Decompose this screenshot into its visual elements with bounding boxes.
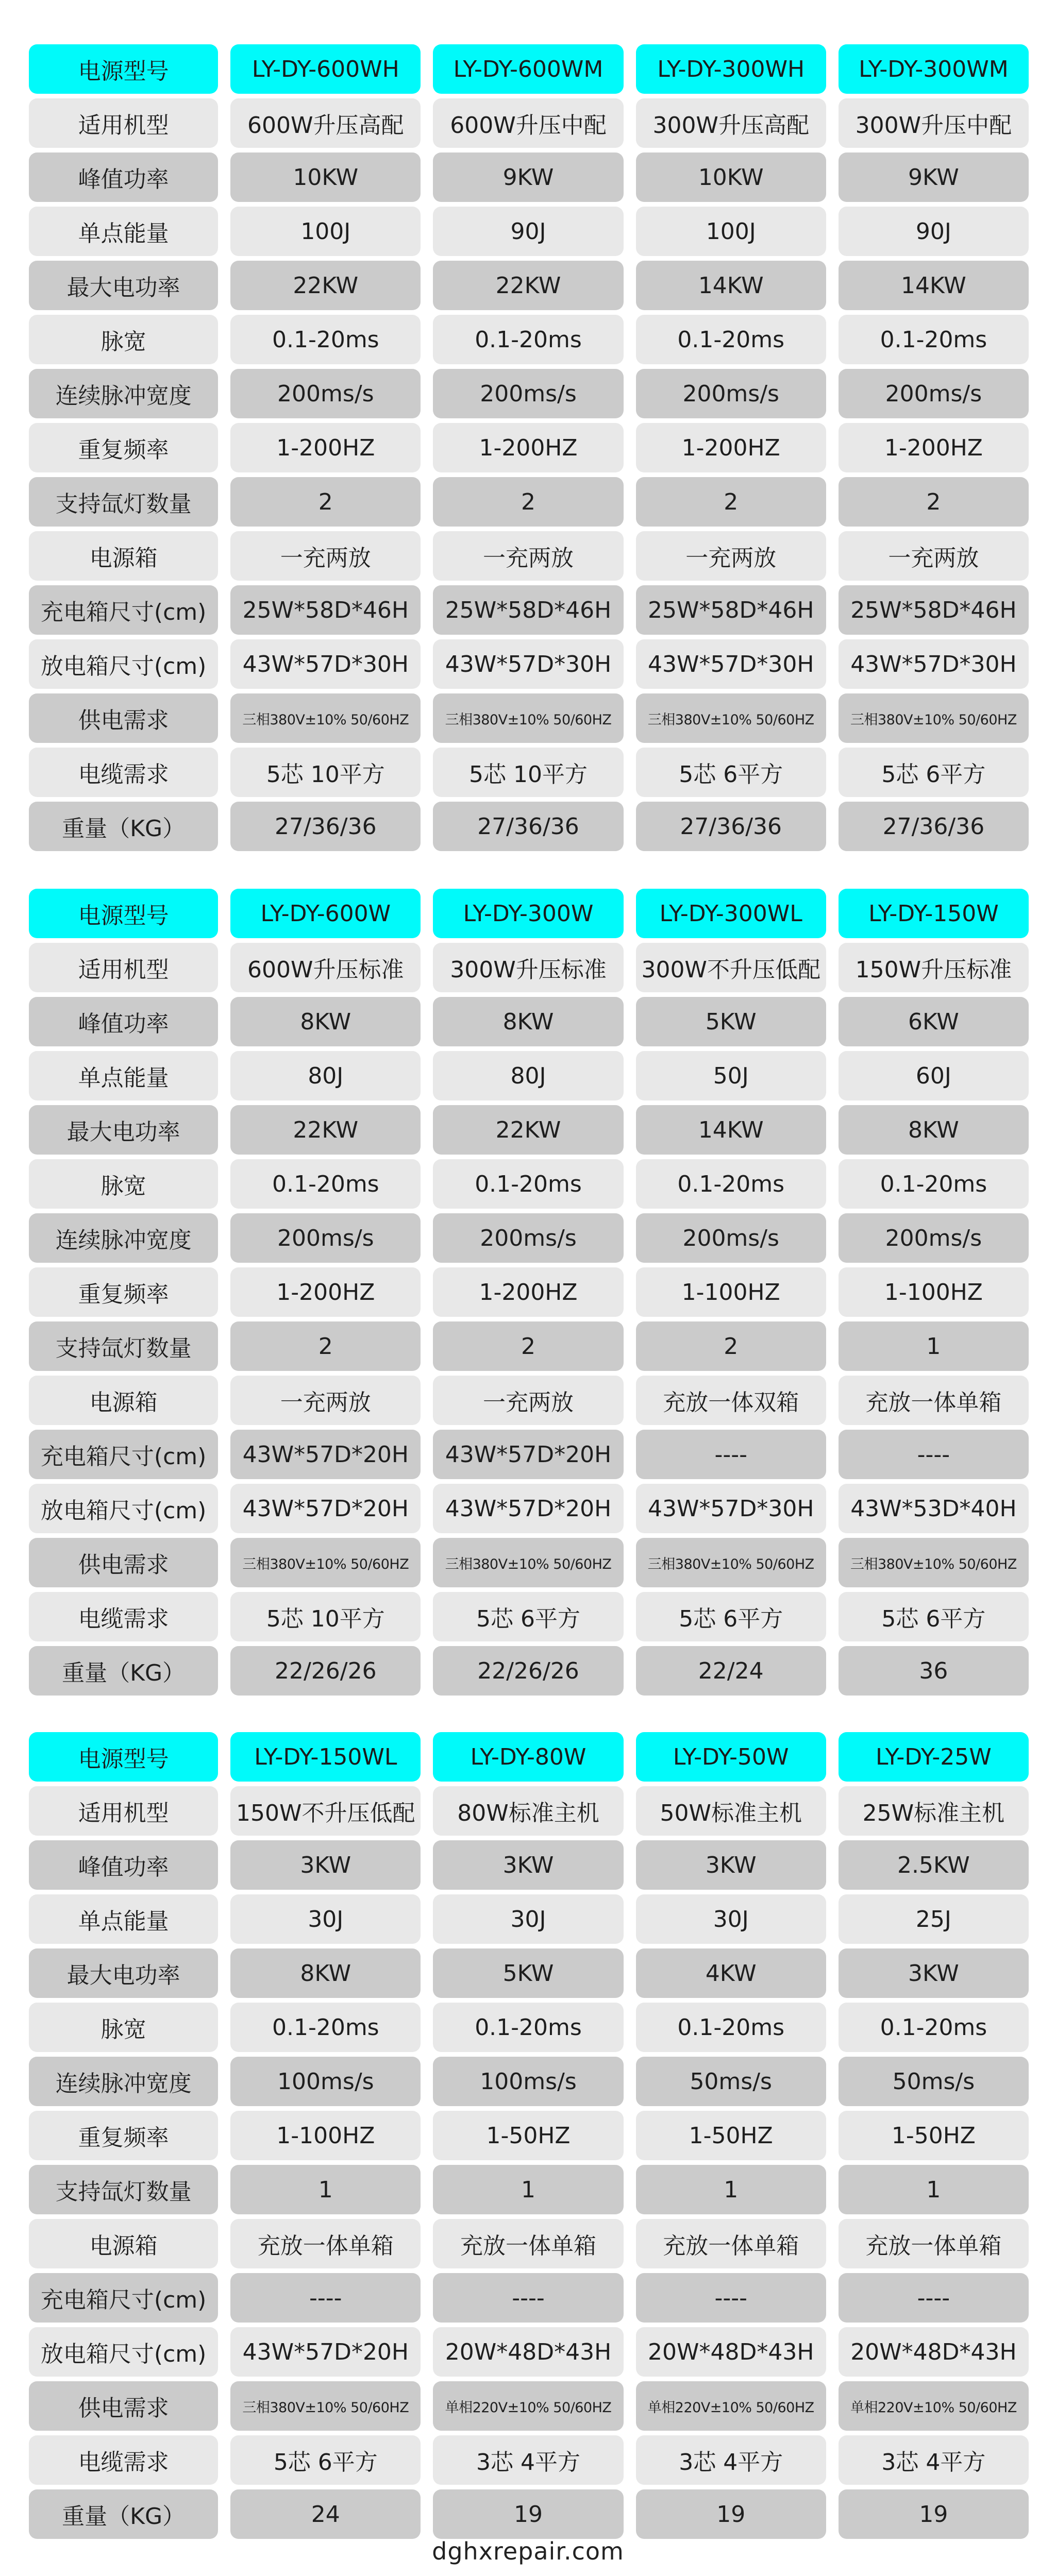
spec-value: 20W*48D*43H: [839, 2327, 1029, 2377]
spec-value: 充放一体单箱: [839, 2219, 1029, 2268]
row-label: 连续脉冲宽度: [29, 2057, 218, 2106]
row-label: 重量（KG）: [29, 1646, 218, 1696]
spec-value: 单相220V±10% 50/60HZ: [433, 2381, 623, 2431]
spec-value: 25W*58D*46H: [230, 585, 421, 635]
spec-value: 24: [230, 2489, 421, 2539]
spec-value: 1: [636, 2165, 826, 2214]
table-row: [29, 1948, 1029, 1998]
table-row: [29, 207, 1029, 256]
spec-value: 30J: [230, 1894, 421, 1944]
spec-value: 一充两放: [433, 531, 623, 581]
table-header-row: [29, 1732, 1029, 1782]
spec-value: 1-50HZ: [636, 2111, 826, 2160]
table-row: [29, 2381, 1029, 2431]
row-label: 最大电功率: [29, 261, 218, 310]
spec-value: 一充两放: [636, 531, 826, 581]
spec-value: 200ms/s: [433, 1213, 623, 1263]
header-label: 电源型号: [29, 1732, 218, 1782]
model-name: LY-DY-300W: [433, 889, 623, 938]
spec-table-3: [29, 1732, 1029, 2544]
spec-value: 60J: [839, 1051, 1029, 1100]
spec-value: 43W*53D*40H: [839, 1484, 1029, 1533]
spec-value: 2: [433, 477, 623, 527]
spec-value: 2: [230, 477, 421, 527]
spec-value: 14KW: [636, 1105, 826, 1155]
row-label: 最大电功率: [29, 1105, 218, 1155]
spec-value: 3KW: [230, 1840, 421, 1890]
spec-value: 8KW: [230, 1948, 421, 1998]
spec-value: 0.1-20ms: [636, 1159, 826, 1209]
table-row: [29, 2111, 1029, 2160]
spec-value: 22/26/26: [433, 1646, 623, 1696]
spec-value: 200ms/s: [230, 1213, 421, 1263]
row-label: 最大电功率: [29, 1948, 218, 1998]
spec-value: 25W*58D*46H: [636, 585, 826, 635]
spec-value: 0.1-20ms: [433, 315, 623, 364]
spec-value: 43W*57D*20H: [433, 1484, 623, 1533]
model-name: LY-DY-150WL: [230, 1732, 421, 1782]
row-label: 电缆需求: [29, 1592, 218, 1641]
spec-value: 三相380V±10% 50/60HZ: [433, 1538, 623, 1587]
spec-value: 三相380V±10% 50/60HZ: [230, 1538, 421, 1587]
spec-value: 22KW: [230, 1105, 421, 1155]
spec-value: 三相380V±10% 50/60HZ: [839, 693, 1029, 743]
spec-value: 300W升压标准: [433, 943, 623, 992]
spec-value: 43W*57D*30H: [433, 639, 623, 689]
spec-value: ----: [839, 2273, 1029, 2323]
table-row: [29, 261, 1029, 310]
spec-value: ----: [636, 1430, 826, 1479]
spec-value: 1: [839, 2165, 1029, 2214]
spec-value: 300W升压中配: [839, 98, 1029, 148]
spec-value: 三相380V±10% 50/60HZ: [433, 693, 623, 743]
row-label: 重复频率: [29, 423, 218, 472]
spec-value: 1: [839, 1321, 1029, 1371]
row-label: 放电箱尺寸(cm): [29, 1484, 218, 1533]
table-row: [29, 997, 1029, 1046]
spec-value: 三相380V±10% 50/60HZ: [636, 693, 826, 743]
header-label: 电源型号: [29, 889, 218, 938]
spec-value: 22/24: [636, 1646, 826, 1696]
row-label: 重量（KG）: [29, 802, 218, 851]
spec-value: 8KW: [230, 997, 421, 1046]
row-label: 供电需求: [29, 1538, 218, 1587]
table-row: [29, 531, 1029, 581]
row-label: 适用机型: [29, 943, 218, 992]
spec-value: 25J: [839, 1894, 1029, 1944]
spec-value: 43W*57D*30H: [636, 639, 826, 689]
model-name: LY-DY-600WH: [230, 44, 421, 94]
spec-value: 25W*58D*46H: [433, 585, 623, 635]
spec-value: 10KW: [230, 152, 421, 202]
spec-value: 0.1-20ms: [636, 2003, 826, 2052]
table-row: [29, 1786, 1029, 1836]
spec-value: 3KW: [839, 1948, 1029, 1998]
table-row: [29, 1159, 1029, 1209]
table-row: [29, 1592, 1029, 1641]
spec-value: 200ms/s: [839, 1213, 1029, 1263]
table-row: [29, 369, 1029, 418]
spec-value: 5芯 6平方: [636, 1592, 826, 1641]
spec-value: 0.1-20ms: [433, 1159, 623, 1209]
spec-value: 14KW: [636, 261, 826, 310]
spec-value: 100J: [230, 207, 421, 256]
spec-value: 200ms/s: [839, 369, 1029, 418]
spec-value: 0.1-20ms: [230, 2003, 421, 2052]
row-label: 重量（KG）: [29, 2489, 218, 2539]
model-name: LY-DY-50W: [636, 1732, 826, 1782]
spec-value: 5KW: [433, 1948, 623, 1998]
spec-value: 43W*57D*30H: [230, 639, 421, 689]
spec-value: 三相380V±10% 50/60HZ: [230, 2381, 421, 2431]
spec-value: 8KW: [839, 1105, 1029, 1155]
table-row: [29, 98, 1029, 148]
spec-value: 43W*57D*30H: [839, 639, 1029, 689]
row-label: 电源箱: [29, 1376, 218, 1425]
spec-value: 2: [839, 477, 1029, 527]
spec-value: 5芯 6平方: [839, 1592, 1029, 1641]
row-label: 重复频率: [29, 2111, 218, 2160]
table-row: [29, 802, 1029, 851]
row-label: 单点能量: [29, 1051, 218, 1100]
spec-value: 0.1-20ms: [636, 315, 826, 364]
spec-value: 43W*57D*20H: [230, 2327, 421, 2377]
spec-value: 2.5KW: [839, 1840, 1029, 1890]
spec-value: 三相380V±10% 50/60HZ: [839, 1538, 1029, 1587]
table-row: [29, 315, 1029, 364]
table-row: [29, 748, 1029, 797]
spec-value: 3KW: [433, 1840, 623, 1890]
spec-value: 30J: [433, 1894, 623, 1944]
header-label: 电源型号: [29, 44, 218, 94]
spec-value: 1-100HZ: [839, 1267, 1029, 1317]
row-label: 峰值功率: [29, 1840, 218, 1890]
spec-value: 27/36/36: [230, 802, 421, 851]
spec-value: 3芯 4平方: [433, 2435, 623, 2485]
table-row: [29, 1840, 1029, 1890]
table-row: [29, 1105, 1029, 1155]
row-label: 脉宽: [29, 315, 218, 364]
row-label: 适用机型: [29, 98, 218, 148]
row-label: 电缆需求: [29, 748, 218, 797]
spec-value: 5芯 6平方: [636, 748, 826, 797]
spec-table-1: [29, 44, 1029, 856]
spec-value: 27/36/36: [636, 802, 826, 851]
row-label: 连续脉冲宽度: [29, 369, 218, 418]
spec-value: ----: [433, 2273, 623, 2323]
model-name: LY-DY-600W: [230, 889, 421, 938]
model-name: LY-DY-300WH: [636, 44, 826, 94]
table-row: [29, 1321, 1029, 1371]
row-label: 脉宽: [29, 1159, 218, 1209]
spec-value: 9KW: [433, 152, 623, 202]
spec-value: 1-200HZ: [230, 423, 421, 472]
spec-value: 50ms/s: [636, 2057, 826, 2106]
table-header-row: [29, 44, 1029, 94]
spec-value: 5芯 6平方: [839, 748, 1029, 797]
spec-value: 5芯 10平方: [230, 748, 421, 797]
table-row: [29, 693, 1029, 743]
spec-value: 43W*57D*20H: [230, 1430, 421, 1479]
row-label: 峰值功率: [29, 152, 218, 202]
spec-value: 0.1-20ms: [839, 315, 1029, 364]
table-row: [29, 1538, 1029, 1587]
row-label: 支持氙灯数量: [29, 1321, 218, 1371]
footer-website: dghxrepair.com: [432, 2537, 624, 2565]
spec-value: 80J: [433, 1051, 623, 1100]
spec-value: 1-200HZ: [433, 423, 623, 472]
row-label: 充电箱尺寸(cm): [29, 1430, 218, 1479]
spec-value: 0.1-20ms: [230, 1159, 421, 1209]
spec-value: 充放一体单箱: [636, 2219, 826, 2268]
spec-value: 1-100HZ: [636, 1267, 826, 1317]
table-row: [29, 1267, 1029, 1317]
row-label: 脉宽: [29, 2003, 218, 2052]
row-label: 重复频率: [29, 1267, 218, 1317]
spec-value: 2: [636, 477, 826, 527]
spec-value: 80W标准主机: [433, 1786, 623, 1836]
row-label: 适用机型: [29, 1786, 218, 1836]
spec-value: 80J: [230, 1051, 421, 1100]
spec-value: 300W不升压低配: [636, 943, 826, 992]
model-name: LY-DY-150W: [839, 889, 1029, 938]
spec-value: 一充两放: [839, 531, 1029, 581]
spec-value: 1-50HZ: [839, 2111, 1029, 2160]
spec-value: 2: [230, 1321, 421, 1371]
spec-value: 5芯 10平方: [230, 1592, 421, 1641]
spec-value: 一充两放: [433, 1376, 623, 1425]
spec-value: 300W升压高配: [636, 98, 826, 148]
table-row: [29, 1646, 1029, 1696]
spec-value: 1-100HZ: [230, 2111, 421, 2160]
spec-value: 25W标准主机: [839, 1786, 1029, 1836]
spec-value: 8KW: [433, 997, 623, 1046]
spec-value: 14KW: [839, 261, 1029, 310]
spec-value: 43W*57D*20H: [230, 1484, 421, 1533]
model-name: LY-DY-80W: [433, 1732, 623, 1782]
model-name: LY-DY-300WL: [636, 889, 826, 938]
spec-value: 200ms/s: [636, 1213, 826, 1263]
spec-value: 200ms/s: [433, 369, 623, 418]
spec-value: 22KW: [433, 261, 623, 310]
row-label: 峰值功率: [29, 997, 218, 1046]
table-row: [29, 423, 1029, 472]
spec-value: 150W不升压低配: [230, 1786, 421, 1836]
table-row: [29, 152, 1029, 202]
spec-value: 600W升压高配: [230, 98, 421, 148]
spec-value: 22KW: [433, 1105, 623, 1155]
spec-value: 5芯 10平方: [433, 748, 623, 797]
spec-value: 三相380V±10% 50/60HZ: [230, 693, 421, 743]
spec-value: 600W升压标准: [230, 943, 421, 992]
spec-value: 2: [636, 1321, 826, 1371]
table-row: [29, 1051, 1029, 1100]
spec-value: 50ms/s: [839, 2057, 1029, 2106]
spec-value: 22KW: [230, 261, 421, 310]
spec-value: 43W*57D*20H: [433, 1430, 623, 1479]
row-label: 连续脉冲宽度: [29, 1213, 218, 1263]
spec-value: 3芯 4平方: [839, 2435, 1029, 2485]
row-label: 支持氙灯数量: [29, 477, 218, 527]
row-label: 放电箱尺寸(cm): [29, 2327, 218, 2377]
table-row: [29, 585, 1029, 635]
spec-value: ----: [839, 1430, 1029, 1479]
spec-value: 27/36/36: [433, 802, 623, 851]
spec-value: 1: [433, 2165, 623, 2214]
spec-value: 6KW: [839, 997, 1029, 1046]
spec-value: 43W*57D*30H: [636, 1484, 826, 1533]
spec-value: 一充两放: [230, 531, 421, 581]
spec-value: 20W*48D*43H: [636, 2327, 826, 2377]
spec-value: 充放一体单箱: [839, 1376, 1029, 1425]
row-label: 电源箱: [29, 531, 218, 581]
spec-value: 100ms/s: [230, 2057, 421, 2106]
spec-value: 5KW: [636, 997, 826, 1046]
spec-value: 3KW: [636, 1840, 826, 1890]
spec-value: 20W*48D*43H: [433, 2327, 623, 2377]
spec-value: 0.1-20ms: [839, 1159, 1029, 1209]
spec-value: 150W升压标准: [839, 943, 1029, 992]
spec-value: 三相380V±10% 50/60HZ: [636, 1538, 826, 1587]
spec-value: 1-200HZ: [230, 1267, 421, 1317]
spec-value: 90J: [839, 207, 1029, 256]
spec-value: 600W升压中配: [433, 98, 623, 148]
spec-value: 200ms/s: [636, 369, 826, 418]
spec-value: 22/26/26: [230, 1646, 421, 1696]
spec-value: 一充两放: [230, 1376, 421, 1425]
table-row: [29, 943, 1029, 992]
spec-table-2: [29, 889, 1029, 1700]
table-row: [29, 2057, 1029, 2106]
row-label: 单点能量: [29, 207, 218, 256]
spec-value: 100J: [636, 207, 826, 256]
spec-value: 1: [230, 2165, 421, 2214]
spec-value: 0.1-20ms: [839, 2003, 1029, 2052]
spec-value: 充放一体单箱: [230, 2219, 421, 2268]
row-label: 供电需求: [29, 693, 218, 743]
spec-value: ----: [636, 2273, 826, 2323]
row-label: 供电需求: [29, 2381, 218, 2431]
table-row: [29, 2489, 1029, 2539]
table-row: [29, 2435, 1029, 2485]
table-row: [29, 2165, 1029, 2214]
spec-value: 25W*58D*46H: [839, 585, 1029, 635]
spec-value: 27/36/36: [839, 802, 1029, 851]
model-name: LY-DY-600WM: [433, 44, 623, 94]
row-label: 支持氙灯数量: [29, 2165, 218, 2214]
spec-value: 50W标准主机: [636, 1786, 826, 1836]
spec-value: 0.1-20ms: [433, 2003, 623, 2052]
spec-value: 200ms/s: [230, 369, 421, 418]
spec-value: 50J: [636, 1051, 826, 1100]
spec-value: 5芯 6平方: [230, 2435, 421, 2485]
table-row: [29, 639, 1029, 689]
spec-value: 2: [433, 1321, 623, 1371]
spec-value: ----: [230, 2273, 421, 2323]
spec-value: 36: [839, 1646, 1029, 1696]
spec-value: 1-50HZ: [433, 2111, 623, 2160]
model-name: LY-DY-300WM: [839, 44, 1029, 94]
spec-value: 1-200HZ: [433, 1267, 623, 1317]
spec-value: 100ms/s: [433, 2057, 623, 2106]
row-label: 电缆需求: [29, 2435, 218, 2485]
row-label: 充电箱尺寸(cm): [29, 2273, 218, 2323]
row-label: 单点能量: [29, 1894, 218, 1944]
row-label: 充电箱尺寸(cm): [29, 585, 218, 635]
spec-value: 9KW: [839, 152, 1029, 202]
spec-value: 0.1-20ms: [230, 315, 421, 364]
table-row: [29, 1484, 1029, 1533]
row-label: 放电箱尺寸(cm): [29, 639, 218, 689]
spec-value: 4KW: [636, 1948, 826, 1998]
spec-value: 单相220V±10% 50/60HZ: [636, 2381, 826, 2431]
table-row: [29, 1213, 1029, 1263]
table-row: [29, 1376, 1029, 1425]
spec-value: 10KW: [636, 152, 826, 202]
spec-value: 1-200HZ: [839, 423, 1029, 472]
spec-value: 19: [839, 2489, 1029, 2539]
spec-value: 90J: [433, 207, 623, 256]
spec-value: 3芯 4平方: [636, 2435, 826, 2485]
table-row: [29, 2273, 1029, 2323]
model-name: LY-DY-25W: [839, 1732, 1029, 1782]
table-header-row: [29, 889, 1029, 938]
table-row: [29, 477, 1029, 527]
spec-value: 19: [433, 2489, 623, 2539]
spec-value: 充放一体双箱: [636, 1376, 826, 1425]
table-row: [29, 2219, 1029, 2268]
table-row: [29, 1430, 1029, 1479]
table-row: [29, 2003, 1029, 2052]
spec-value: 充放一体单箱: [433, 2219, 623, 2268]
spec-value: 1-200HZ: [636, 423, 826, 472]
row-label: 电源箱: [29, 2219, 218, 2268]
spec-value: 30J: [636, 1894, 826, 1944]
spec-value: 19: [636, 2489, 826, 2539]
spec-value: 单相220V±10% 50/60HZ: [839, 2381, 1029, 2431]
spec-value: 5芯 6平方: [433, 1592, 623, 1641]
table-row: [29, 2327, 1029, 2377]
table-row: [29, 1894, 1029, 1944]
